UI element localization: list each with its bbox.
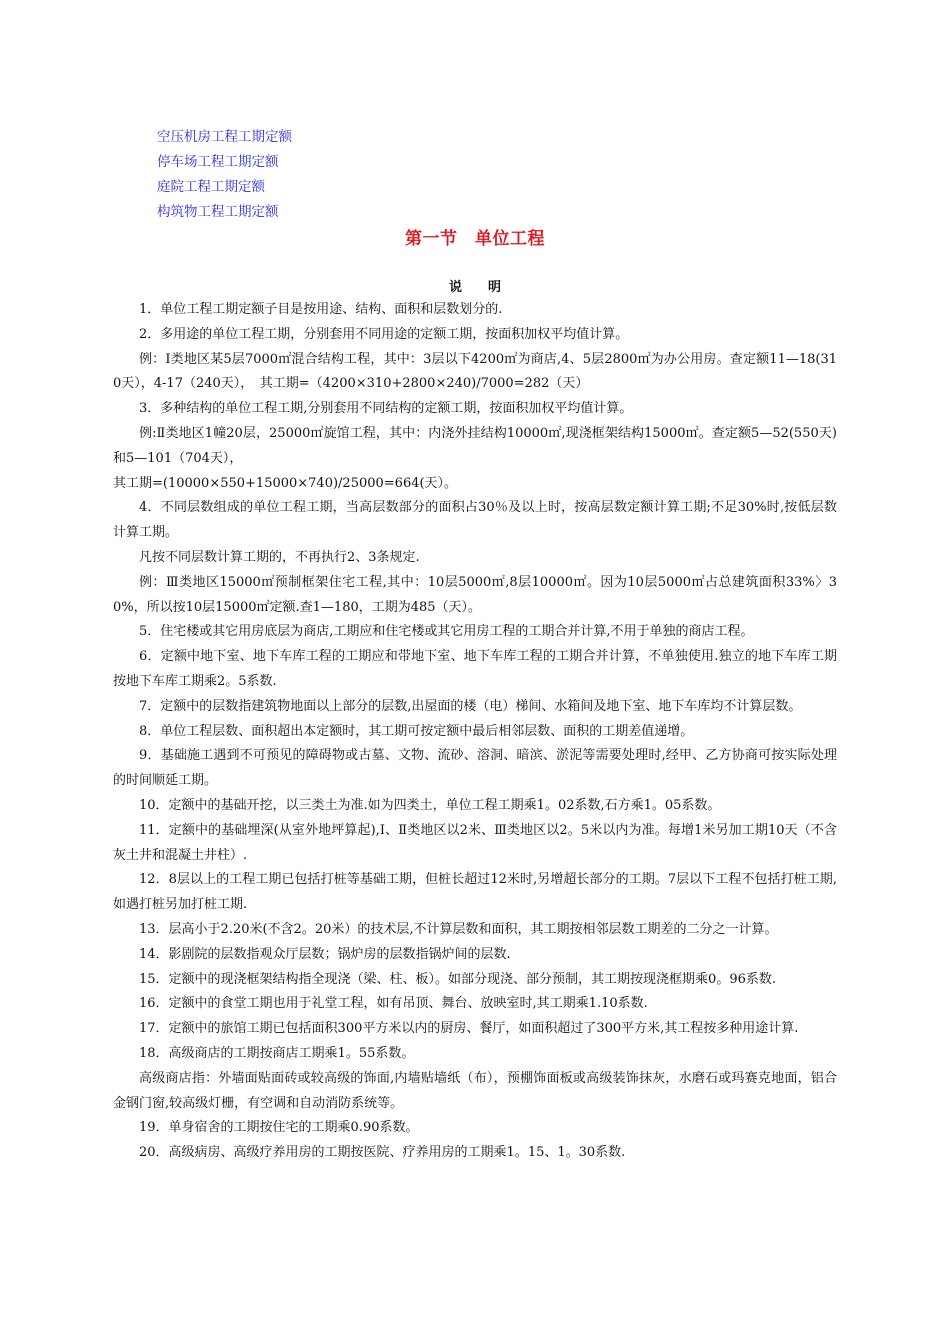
paragraph-1: 1．单位工程工期定额子目是按用途、结构、面积和层数划分的. (139, 302, 503, 317)
paragraph-10: 10．定额中的基础开挖，以三类土为准.如为四类土，单位工程工期乘1。02系数,石方乘1。05系数。 (139, 797, 721, 813)
example-mixed-structure: 例:Ⅱ类地区1幢20层，25000㎡旋馆工程，其中：内浇外挂结构10000㎡,现浇框架结构15000㎡。查定额5—52(550天)和5—101（704天）， (113, 425, 837, 466)
toc-link-courtyard[interactable]: 庭院工程工期定额 (157, 179, 265, 195)
paragraph-17: 17．定额中的旅馆工期已包括面积300平方米以内的厨房、餐厅，如面积超过了300平方米,其工程按多种用途计算. (139, 1021, 799, 1037)
paragraph-18: 18．高级商店的工期按商店工期乘1。55系数。 (139, 1045, 415, 1061)
toc-link-parking-lot[interactable]: 停车场工程工期定额 (157, 154, 279, 170)
paragraph-11: 11．定额中的基础埋深(从室外地坪算起),Ⅰ、Ⅱ类地区以2米、Ⅲ类地区以2。5米以内为准。每增1米另加工期10天（不含灰土井和混凝土井柱）. (113, 822, 837, 863)
paragraph-19: 19．单身宿舍的工期按住宅的工期乘0.90系数。 (139, 1120, 419, 1136)
paragraph-13: 13．层高小于2.20米(不含2。20米）的技术层,不计算层数和面积，其工期按相邻层数工期差的二分之一计算。 (139, 921, 778, 937)
paragraph-4-note: 凡按不同层数计算工期的，不再执行2、3条规定. (139, 549, 420, 565)
paragraph-7: 7．定额中的层数指建筑物地面以上部分的层数,出屋面的楼（电）梯间、水箱间及地下室、地下车库均不计算层数。 (139, 698, 802, 714)
example-mixed-structure-result: 其工期=(10000×550+15000×740)/25000=664(天）。 (113, 475, 458, 491)
paragraph-15: 15．定额中的现浇框架结构指全现浇（梁、柱、板）。如部分现浇、部分预制，其工期按现浇框期乘0。96系数. (139, 971, 776, 987)
paragraph-12: 12．8层以上的工程工期已包括打桩等基础工期，但桩长超过12米时,另增超长部分的工期。7层以下工程不包括打桩工期,如遇打桩另加打桩工期. (113, 872, 837, 913)
paragraph-2: 2．多用途的单位工程工期，分别套用不同用途的定额工期，按面积加权平均值计算。 (139, 326, 629, 342)
explanation-heading: 说 明 (448, 280, 501, 295)
example-mixed-use: 例：Ⅰ类地区某5层7000㎡混合结构工程，其中：3层以下4200㎡为商店,4、5层2800㎡为办公用房。查定额11—18(310天），4-17（240天）， 其工期=（4200×310+2800×240)/7000=282（天） (113, 351, 837, 392)
section-title: 第一节 单位工程 (405, 229, 545, 249)
paragraph-4: 4．不同层数组成的单位工程工期，当高层数部分的面积占30％及以上时，按高层数定额计算工期;不足30%时,按低层数计算工期。 (113, 500, 837, 541)
explanation-body (113, 298, 837, 1166)
paragraph-20: 20．高级病房、高级疗养用房的工期按医院、疗养用房的工期乘1。15、1。30系数. (139, 1145, 626, 1161)
toc-list (157, 125, 557, 225)
paragraph-3: 3．多种结构的单位工程工期,分别套用不同结构的定额工期，按面积加权平均值计算。 (139, 401, 633, 417)
example-different-floors: 例：Ⅲ类地区15000㎡预制框架住宅工程,其中：10层5000㎡,8层10000㎡。因为10层5000㎡占总建筑面积33%〉30%，所以按10层15000㎡定额.查1—180，工期为485（天）。 (113, 574, 837, 615)
paragraph-8: 8．单位工程层数、面积超出本定额时，其工期可按定额中最后相邻层数、面积的工期差值递增。 (139, 723, 694, 739)
paragraph-5: 5．住宅楼或其它用房底层为商店,工期应和住宅楼或其它用房工程的工期合并计算,不用于单独的商店工程。 (139, 624, 754, 640)
paragraph-14: 14．影剧院的层数指观众厅层数；锅炉房的层数指锅炉间的层数. (139, 946, 511, 962)
paragraph-9: 9．基础施工遇到不可预见的障碍物或古墓、文物、流砂、溶洞、暗滨、淤泥等需要处理时,经甲、乙方协商可按实际处理的时间顺延工期。 (113, 748, 837, 789)
paragraph-16: 16．定额中的食堂工期也用于礼堂工程，如有吊顶、舞台、放映室时,其工期乘1.10系数. (139, 996, 648, 1012)
toc-link-structures[interactable]: 构筑物工程工期定额 (157, 204, 279, 220)
toc-link-air-compressor[interactable]: 空压机房工程工期定额 (157, 129, 292, 145)
paragraph-6: 6．定额中地下室、地下车库工程的工期应和带地下室、地下车库工程的工期合并计算，不单独使用.独立的地下车库工期按地下车库工期乘2。5系数. (113, 649, 837, 689)
paragraph-18-note: 高级商店指：外墙面贴面砖或较高级的饰面,内墙贴墙纸（布），预棚饰面板或高级装饰抹灰，水磨石或玛赛克地面，铝合金钢门窗,较高级灯栅，有空调和自动消防系统等。 (113, 1070, 837, 1111)
